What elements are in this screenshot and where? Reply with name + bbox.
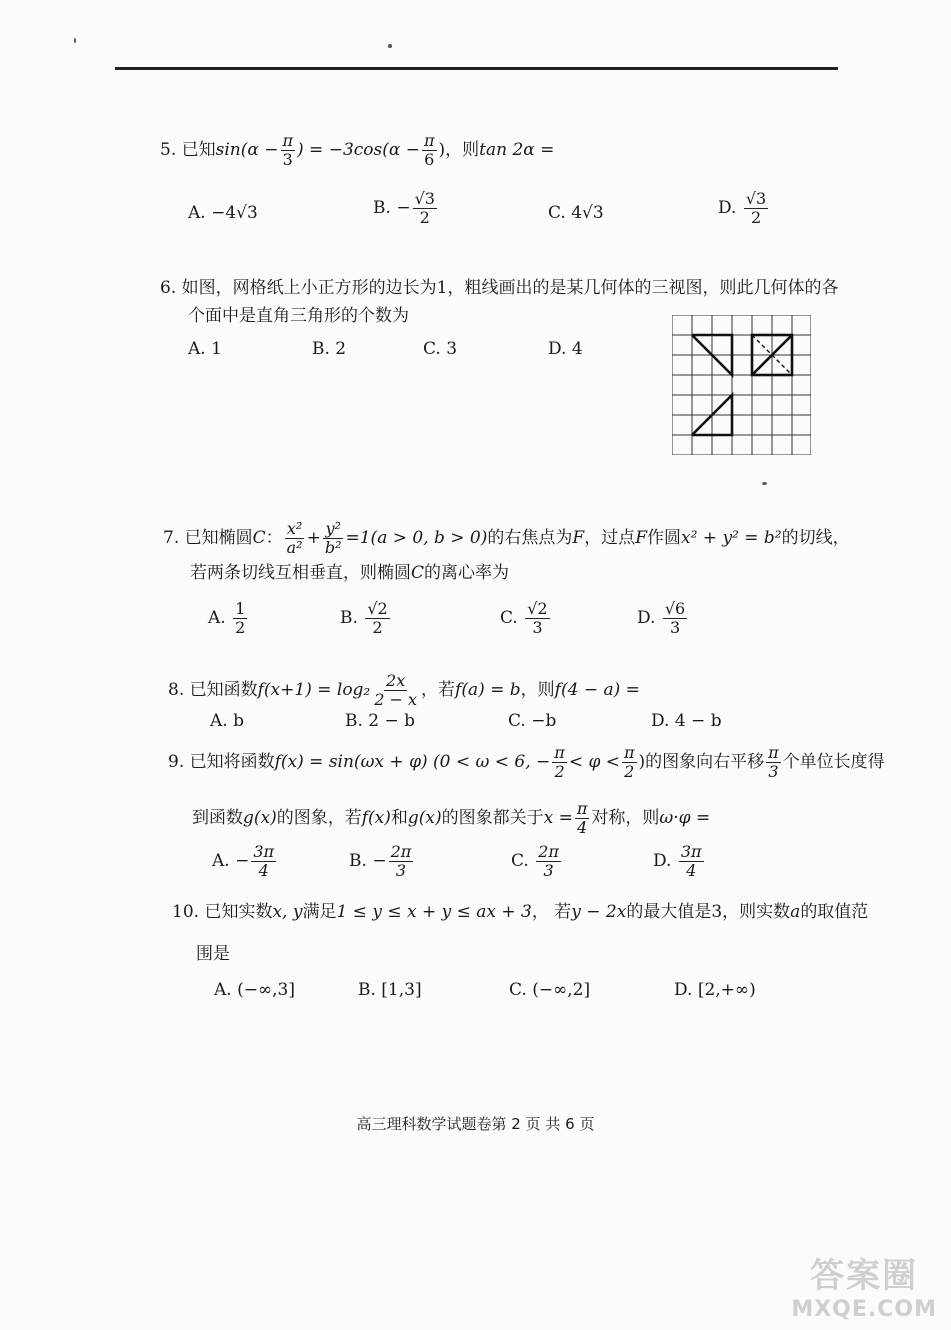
option-10c: C. (−∞,2] bbox=[509, 980, 591, 1000]
question-9-line1: 9. 已知将函数f(x) = sin(ωx + φ) (0 < ω < 6, − $\frac{\pi}{2}$ < φ < $\frac{\pi}{2}$ )的图象向右平移 $\frac{\pi}{3}$ 个单位长度得 bbox=[168, 743, 885, 781]
question-8-stem: 8. 已知函数f(x+1) = log₂ $\frac{2x}{2 - x}$ ，若f(a) = b，则f(4 − a) = bbox=[168, 671, 640, 709]
question-7-line2: 若两条切线互相垂直，则椭圆C的离心率为 bbox=[190, 563, 510, 583]
three-view-grid-figure bbox=[672, 315, 811, 455]
option-10b: B. [1,3] bbox=[358, 980, 422, 1000]
question-9-line2: 到函数g(x)的图象，若f(x)和g(x)的图象都关于x = $\frac{\pi}{4}$ 对称，则ω·φ = bbox=[192, 799, 711, 837]
question-6-line1: 6. 如图，网格纸上小正方形的边长为1，粗线画出的是某几何体的三视图，则此几何体的各 bbox=[160, 278, 839, 298]
top-rule bbox=[115, 67, 838, 70]
option-5a: A. −4√3 bbox=[188, 203, 258, 223]
option-9c: C. $\frac{2\pi}{3}$ bbox=[511, 842, 559, 880]
option-7d: D. $\frac{√6}{3}$ bbox=[637, 599, 686, 637]
speck bbox=[388, 44, 392, 48]
question-7-line1: 7. 已知椭圆C： $\frac{\text{x²}}{\text{a²}}$ + $\frac{\text{y²}}{\text{b²}}$ =1(a > 0, b > 0)的右焦点为F，过点F作圆x² + y² = b²的切线， bbox=[163, 519, 850, 557]
question-10-line2: 围是 bbox=[196, 944, 230, 964]
option-6a: A. 1 bbox=[188, 339, 222, 359]
fraction: $\frac{\pi}{3}$ bbox=[282, 131, 294, 169]
fraction: $\frac{\pi}{6}$ bbox=[424, 131, 435, 169]
question-10-line1: 10. 已知实数x, y满足1 ≤ y ≤ x + y ≤ ax + 3， 若y − 2x的最大值是3，则实数a的取值范 bbox=[172, 902, 869, 922]
option-6b: B. 2 bbox=[312, 339, 347, 359]
option-7c: C. $\frac{√2}{3}$ bbox=[500, 599, 548, 637]
option-7b: B. $\frac{√2}{2}$ bbox=[340, 599, 388, 637]
question-6-line2: 个面中是直角三角形的个数为 bbox=[188, 306, 409, 326]
option-8a: A. b bbox=[210, 711, 244, 731]
option-10d: D. [2,+∞) bbox=[674, 980, 756, 1000]
option-8b: B. 2 − b bbox=[345, 711, 416, 731]
option-8c: C. −b bbox=[508, 711, 557, 731]
option-9d: D. $\frac{3\pi}{4}$ bbox=[653, 842, 702, 880]
option-10a: A. (−∞,3] bbox=[214, 980, 295, 1000]
option-8d: D. 4 − b bbox=[651, 711, 722, 731]
option-9a: A. − $\frac{3\pi}{4}$ bbox=[212, 842, 275, 880]
question-5-stem: 5. 已知sin(α − $\frac{\pi}{3}$ ) = −3cos(α − $\frac{\pi}{6}$ )，则tan 2α = bbox=[160, 131, 555, 169]
speck bbox=[74, 38, 76, 43]
option-5d: D. $\frac{√3}{2}$ bbox=[718, 189, 767, 227]
speck bbox=[762, 482, 767, 485]
watermark-logo: 答案圈 MXQE.COM bbox=[791, 1256, 937, 1322]
option-9b: B. − $\frac{2\pi}{3}$ bbox=[349, 842, 412, 880]
option-7a: A. $\frac{1}{2}$ bbox=[208, 599, 246, 637]
option-6d: D. 4 bbox=[548, 339, 583, 359]
option-5c: C. 4√3 bbox=[548, 203, 604, 223]
option-6c: C. 3 bbox=[423, 339, 458, 359]
page-footer: 高三理科数学试题卷第 2 页 共 6 页 bbox=[356, 1115, 595, 1133]
option-5b: B. − $\frac{√3}{2}$ bbox=[373, 189, 435, 227]
